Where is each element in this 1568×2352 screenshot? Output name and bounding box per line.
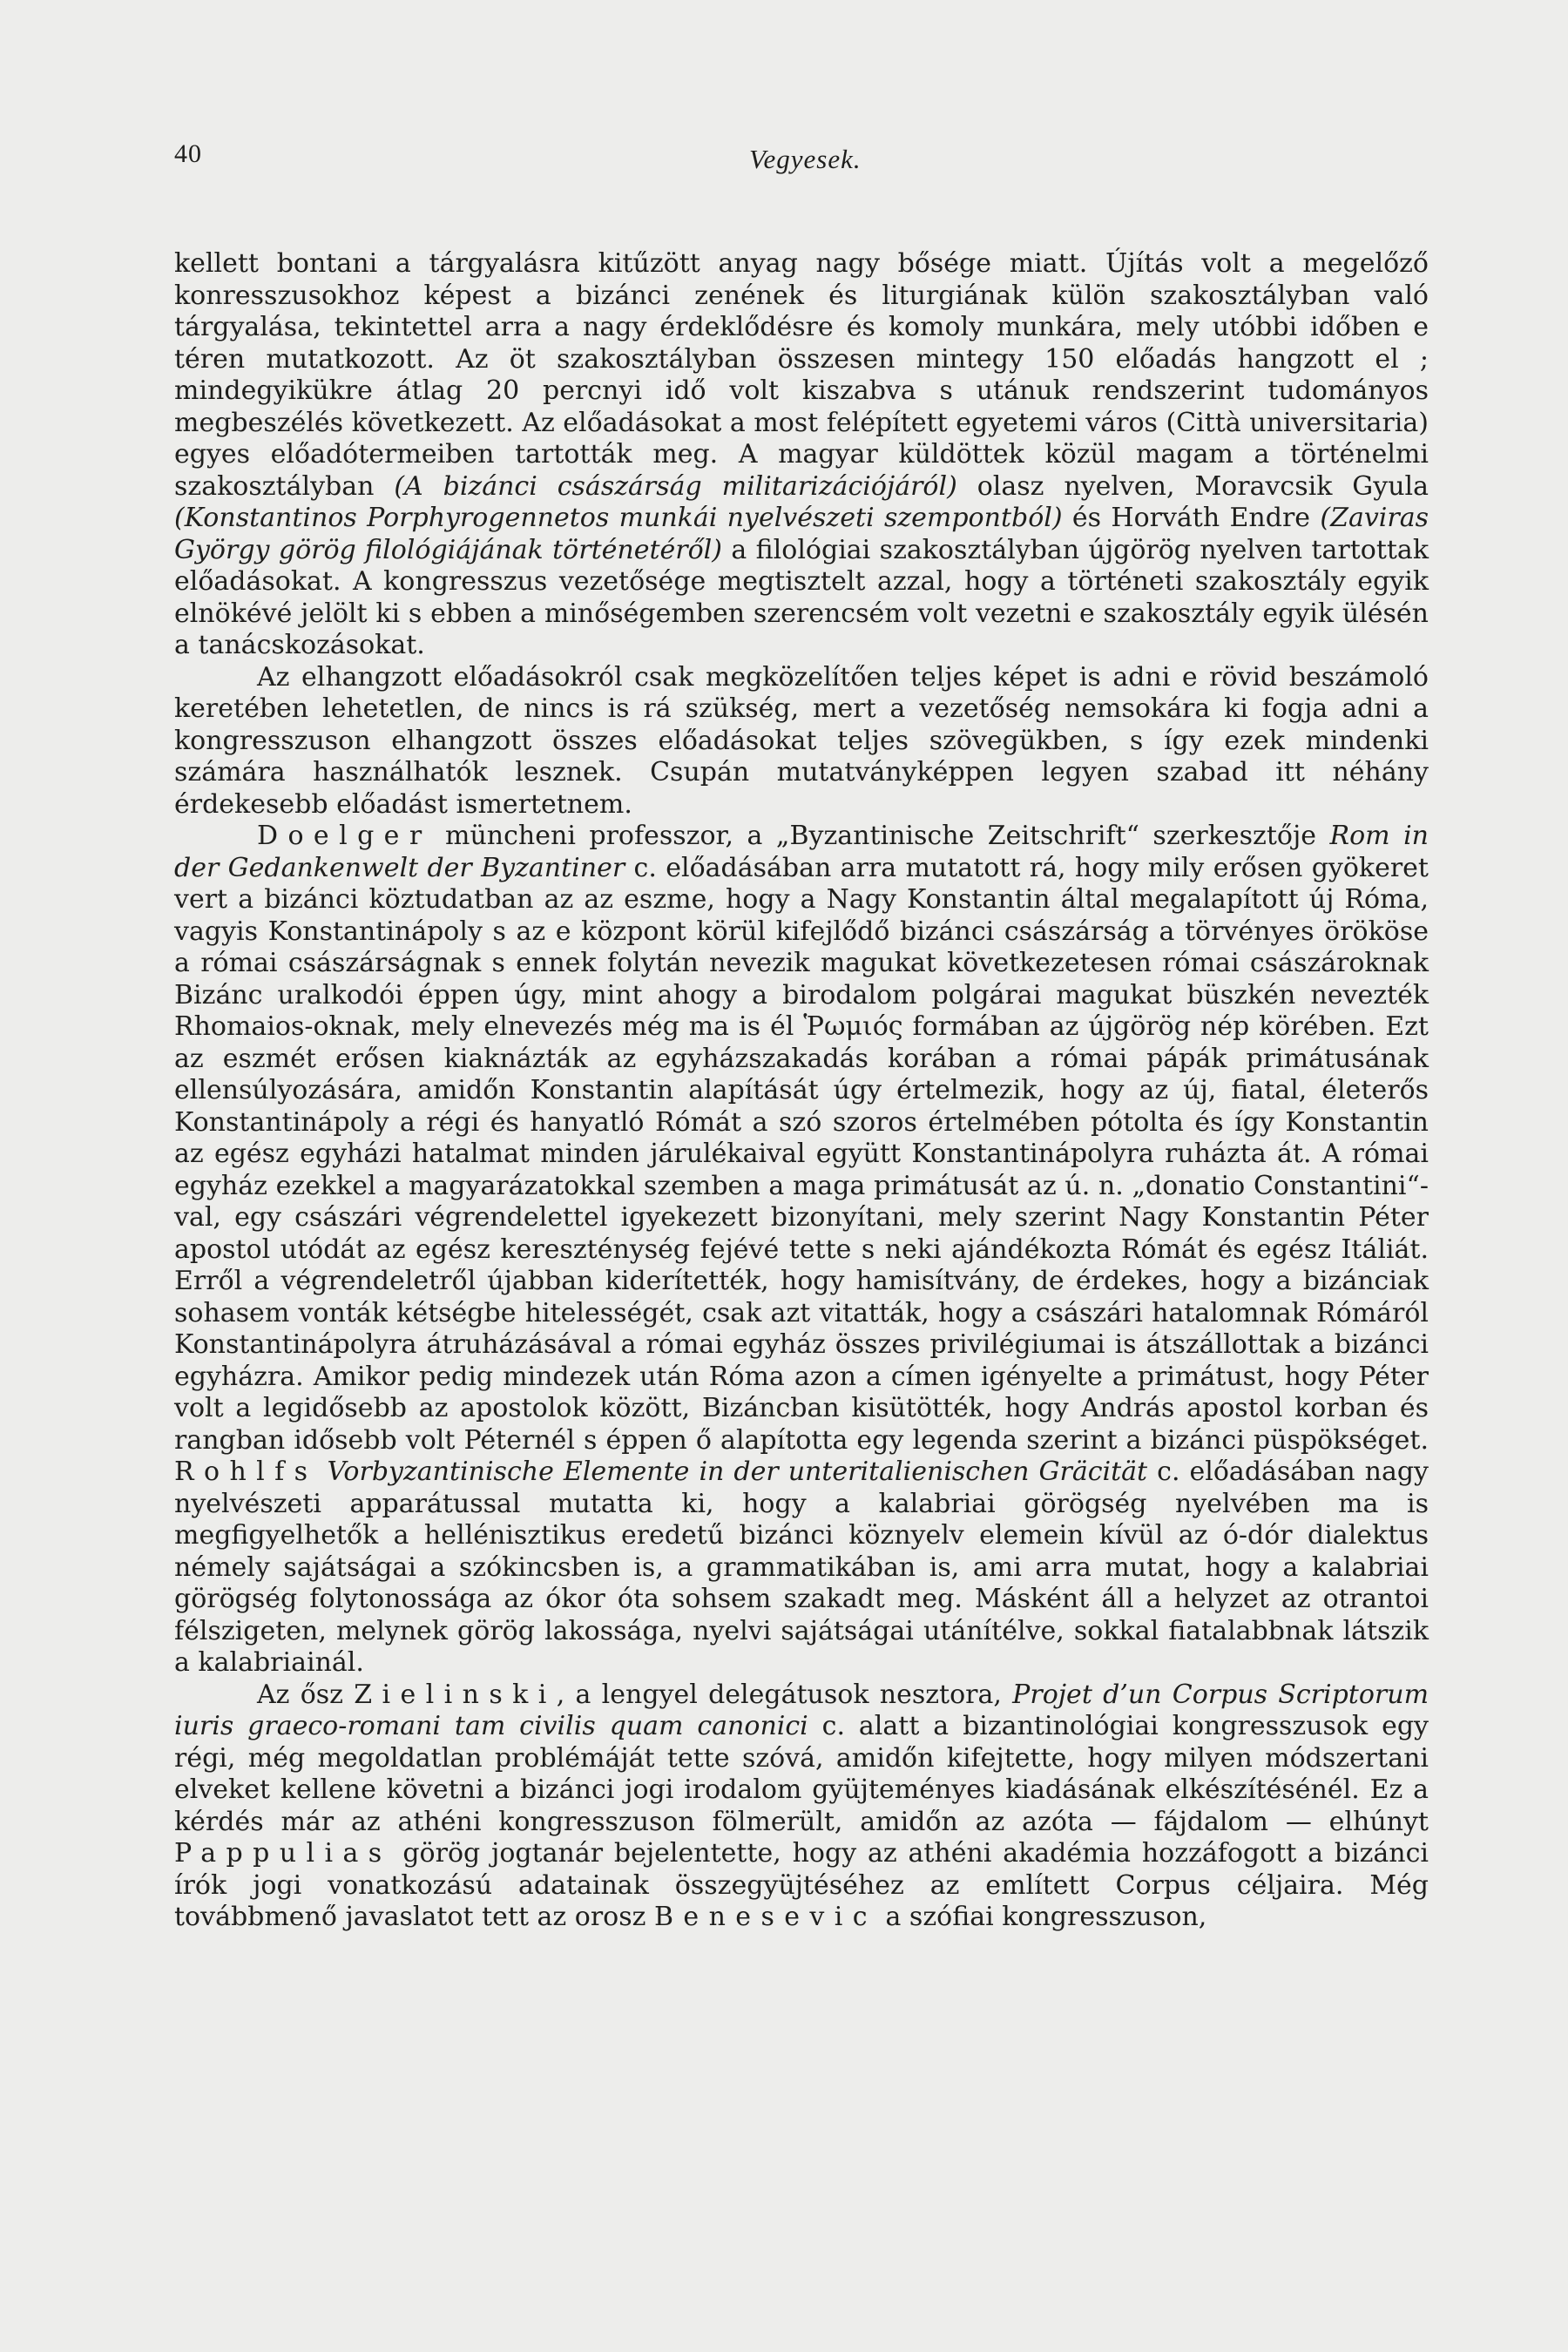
text-run: kellett bontani a tárgyalásra kitűzött anyag nagy bősége miatt. Újítás volt a megelőző konresszusokhoz képest a bizánci zenének és liturgiának külön szakosztályban való tárgyalása, tekintettel arra a nagy érdeklődésre és komoly munkára, mely utóbbi időben e téren mutatkozott. Az öt szakosztályban összesen mintegy 150 előadás hangzott el ; mindegyikükre átlag 20 percnyi idő volt kiszabva s utánuk rendszerint tudományos megbeszélés következett. Az előadásokat a most felépített egyetemi város (Città universitaria) egyes előadótermeiben tartották meg. A magyar küldöttek közül magam a történelmi szakosztályban: [174, 248, 1429, 502]
text-run: , a lengyel delegátusok nesztora,: [556, 1679, 1013, 1710]
italic-title: Vorbyzantinische Elemente in der unteritalienischen Gräcität: [327, 1456, 1148, 1487]
page-number: 40: [174, 139, 202, 168]
text-run: [317, 1456, 327, 1487]
text-run: a szófiai kongresszuson,: [876, 1902, 1207, 1932]
paragraph: [174, 662, 1429, 821]
italic-title: (Konstantinos Porphyrogennetos munkái nyelvészeti szempontból): [174, 503, 1063, 533]
text-run: olasz nyelven, Moravcsik Gyula: [956, 470, 1429, 502]
text-run: görög jogtanár bejelentette, hogy az athéni akadémia hozzáfogott a bizánci írók jogi vonatkozású adatainak összegyüjtéséhez az említett Corpus céljaira. Még továbbmenő javaslatot tett az orosz: [174, 1838, 1429, 1932]
author-name: Benesevic: [653, 1902, 877, 1932]
text-run: és Horváth Endre: [1062, 503, 1321, 533]
author-name: Rohlfs: [174, 1456, 318, 1487]
paragraph: [174, 248, 1429, 662]
text-run: c. alatt a bizantinológiai kongresszusok egy régi, még megoldatlan problémáját tette szóvá, amidőn kifejtette, hogy milyen módszertani elveket kellene követni a bizánci jogi irodalom gyüjteményes kiadásának elkészítésénél. Ez a kérdés már az athéni kongresszuson fölmerült, amidőn az azóta — fájdalom — elhúnyt: [174, 1711, 1429, 1837]
text-run: a filológiai szakosztályban újgörög nyelven tartottak előadásokat. A kongresszus vezetősége megtisztelt azzal, hogy a történeti szakosztály egyik elnökévé jelölt ki s ebben a minőségemben szerencsém volt vezetni e szakosztály egyik ülésén a tanácskozásokat.: [174, 534, 1429, 660]
running-title: Vegyesek.: [749, 144, 862, 174]
paragraph: [174, 1680, 1429, 1934]
author-name: Pappulias: [174, 1838, 392, 1869]
text-run: müncheni professzor, a „Byzantinische Zeitschrift“ szerkesztője: [431, 821, 1330, 851]
author-name: Doelger: [257, 821, 432, 851]
italic-title: (Zaviras György görög filológiájának történetéről): [174, 503, 1429, 565]
body-text: [174, 248, 1429, 1934]
paragraph: [174, 821, 1429, 1680]
italic-title: Projet d’un Corpus Scriptorum iuris graeco-romani tam civilis quam canonici: [174, 1679, 1429, 1741]
text-run: Az ősz: [257, 1679, 355, 1710]
italic-title: Rom in der Gedankenwelt der Byzantiner: [174, 821, 1429, 883]
italic-title: (A bizánci császárság militarizációjáról): [394, 470, 957, 502]
author-name: Zielinski: [354, 1679, 557, 1710]
text-run: Az elhangzott előadásokról csak megközelítően teljes képet is adni e rövid beszámoló keretében lehetetlen, de nincs is rá szükség, mert a vezetőség nemsokára ki fogja adni a kongresszuson elhangzott összes előadásokat teljes szövegükben, s így ezek mindenki számára használhatók lesznek. Csupán mutatványképpen legyen szabad itt néhány érdekesebb előadást ismertetnem.: [174, 661, 1429, 820]
text-run: c. előadásában arra mutatott rá, hogy mily erősen gyökeret vert a bizánci köztudatban az az eszme, hogy a Nagy Konstantin által megalapított új Róma, vagyis Konstantinápoly s az e központ körül kifejlődő bizánci császárság a törvényes örököse a római császárságnak s ennek folytán nevezik magukat következetesen római császároknak Bizánc uralkodói éppen úgy, mint ahogy a birodalom polgárai magukat büszkén nevezték Rhomaios-oknak, mely elnevezés még ma is él Ῥωμιός formában az újgörög nép körében. Ezt az eszmét erősen kiaknázták az egyházszakadás korában a római pápák primátusának ellensúlyozására, amidőn Konstantin alapítását úgy értelmezik, hogy az új, fiatal, életerős Konstantinápoly a régi és hanyatló Rómát a szó szoros értelmében pótolta és így Konstantin az egész egyházi hatalmat minden járulékaival együtt Konstantinápolyra ruházta át. A római egyház ezekkel a magyarázatokkal szemben a maga primátusát az ú. n. „donatio Constantini“-val, egy császári végrendelettel igyekezett bizonyítani, mely szerint Nagy Konstantin Péter apostol utódát az egész kereszténység fejévé tette s neki ajándékozta Rómát és egész Itáliát. Erről a végrendeletről újabban kiderítették, hogy hamisítvány, de érdekes, hogy a bizánciak sohasem vonták kétségbe hitelességét, csak azt vitatták, hogy a császári hatalomnak Rómáról Konstantinápolyra átruházásával a római egyház összes privilégiumai is átszállottak a bizánci egyházra. Amikor pedig mindezek után Róma azon a címen igényelte a primátust, hogy Péter volt a legidősebb az apostolok között, Bizáncban kisütötték, hogy András apostol korban és rangban idősebb volt Péternél s éppen ő alapította egy legenda szerint a bizánci püspökséget.: [174, 852, 1429, 1456]
text-run: c. előadásában nagy nyelvészeti apparátussal mutatta ki, hogy a kalabriai görögség nyelvében ma is megfigyelhetők a hellénisztikus eredetű bizánci köznyelv elemein kívül az ó-dór dialektus némely sajátságai a szókincsben is, a grammatikában is, ami arra mutat, hogy a kalabriai görögség folytonossága az ókor óta sohsem szakadt meg. Másként áll a helyzet az otrantoi félszigeten, melynek görög lakossága, nyelvi sajátságai utánítélve, sokkal fiatalabbnak látszik a kalabriainál.: [174, 1456, 1429, 1678]
